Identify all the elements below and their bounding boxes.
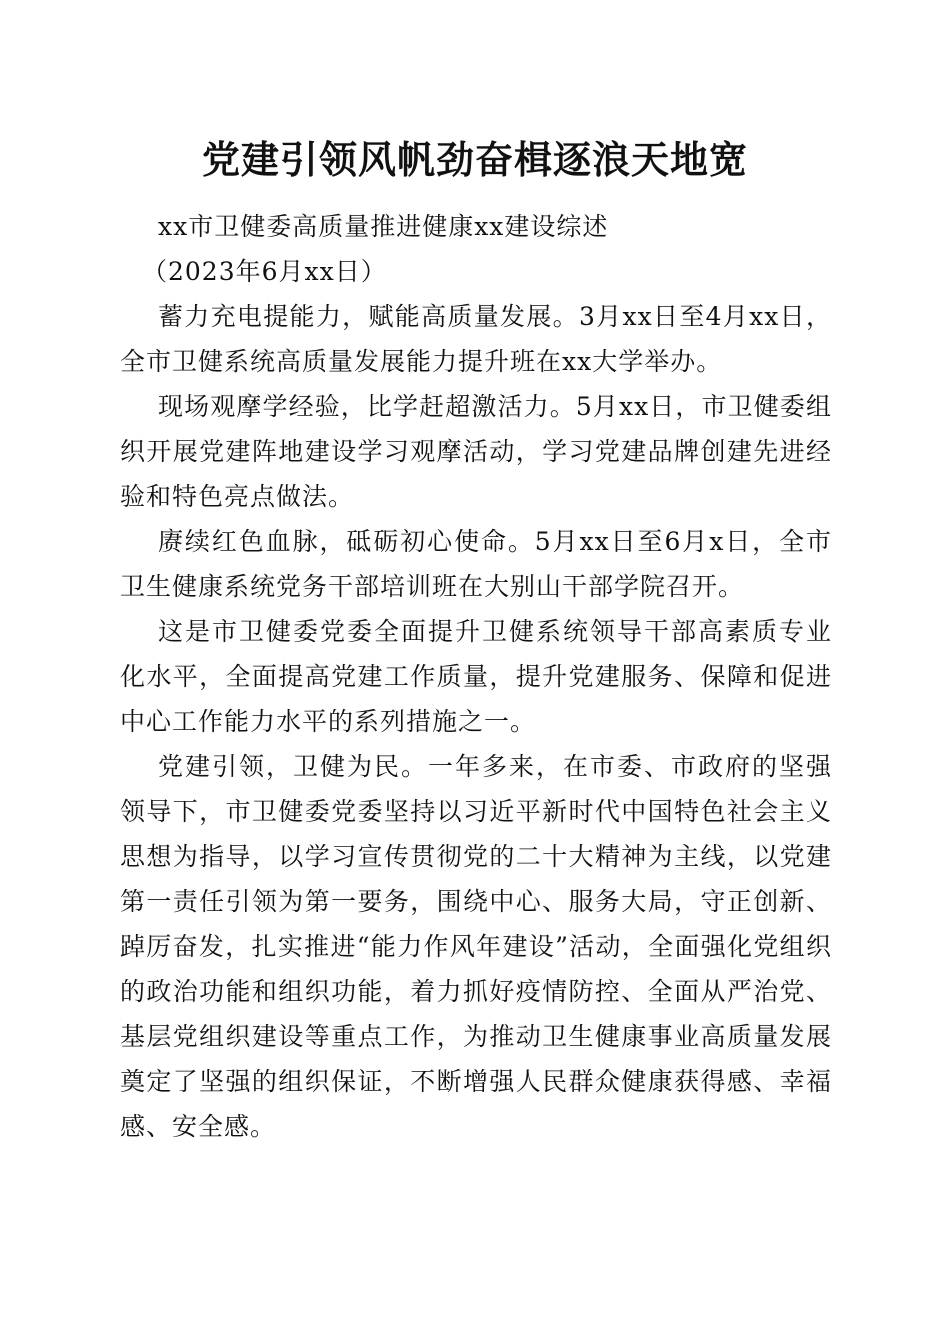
document-subtitle: xx市卫健委高质量推进健康xx建设综述 <box>158 212 609 241</box>
document-body <box>120 204 832 1149</box>
document-date: （2023年6月xx日） <box>142 257 387 286</box>
paragraph-4: 这是市卫健委党委全面提升卫健系统领导干部高素质专业化水平，全面提高党建工作质量，提升党建服务、保障和促进中心工作能力水平的系列措施之一。 <box>120 617 832 736</box>
paragraph-1: 蓄力充电提能力，赋能高质量发展。3月xx日至4月xx日，全市卫健系统高质量发展能力提升班在xx大学举办。 <box>120 302 832 376</box>
paragraph-3: 赓续红色血脉，砥砺初心使命。5月xx日至6月x日，全市卫生健康系统党务干部培训班在大别山干部学院召开。 <box>120 527 832 601</box>
paragraph-2: 现场观摩学经验，比学赶超激活力。5月xx日，市卫健委组织开展党建阵地建设学习观摩活动，学习党建品牌创建先进经验和特色亮点做法。 <box>120 392 832 511</box>
document-title: 党建引领风帆劲奋楫逐浪天地宽 <box>201 137 748 182</box>
paragraph-5: 党建引领，卫健为民。一年多来，在市委、市政府的坚强领导下，市卫健委党委坚持以习近平新时代中国特色社会主义思想为指导，以学习宣传贯彻党的二十大精神为主线，以党建第一责任引领为第一要务，围绕中心、服务大局，守正创新、踔厉奋发，扎实推进“能力作风年建设”活动，全面强化党组织的政治功能和组织功能，着力抓好疫情防控、全面从严治党、基层党组织建设等重点工作，为推动卫生健康事业高质量发展奠定了坚强的组织保证，不断增强人民群众健康获得感、幸福感、安全感。 <box>120 752 832 1141</box>
